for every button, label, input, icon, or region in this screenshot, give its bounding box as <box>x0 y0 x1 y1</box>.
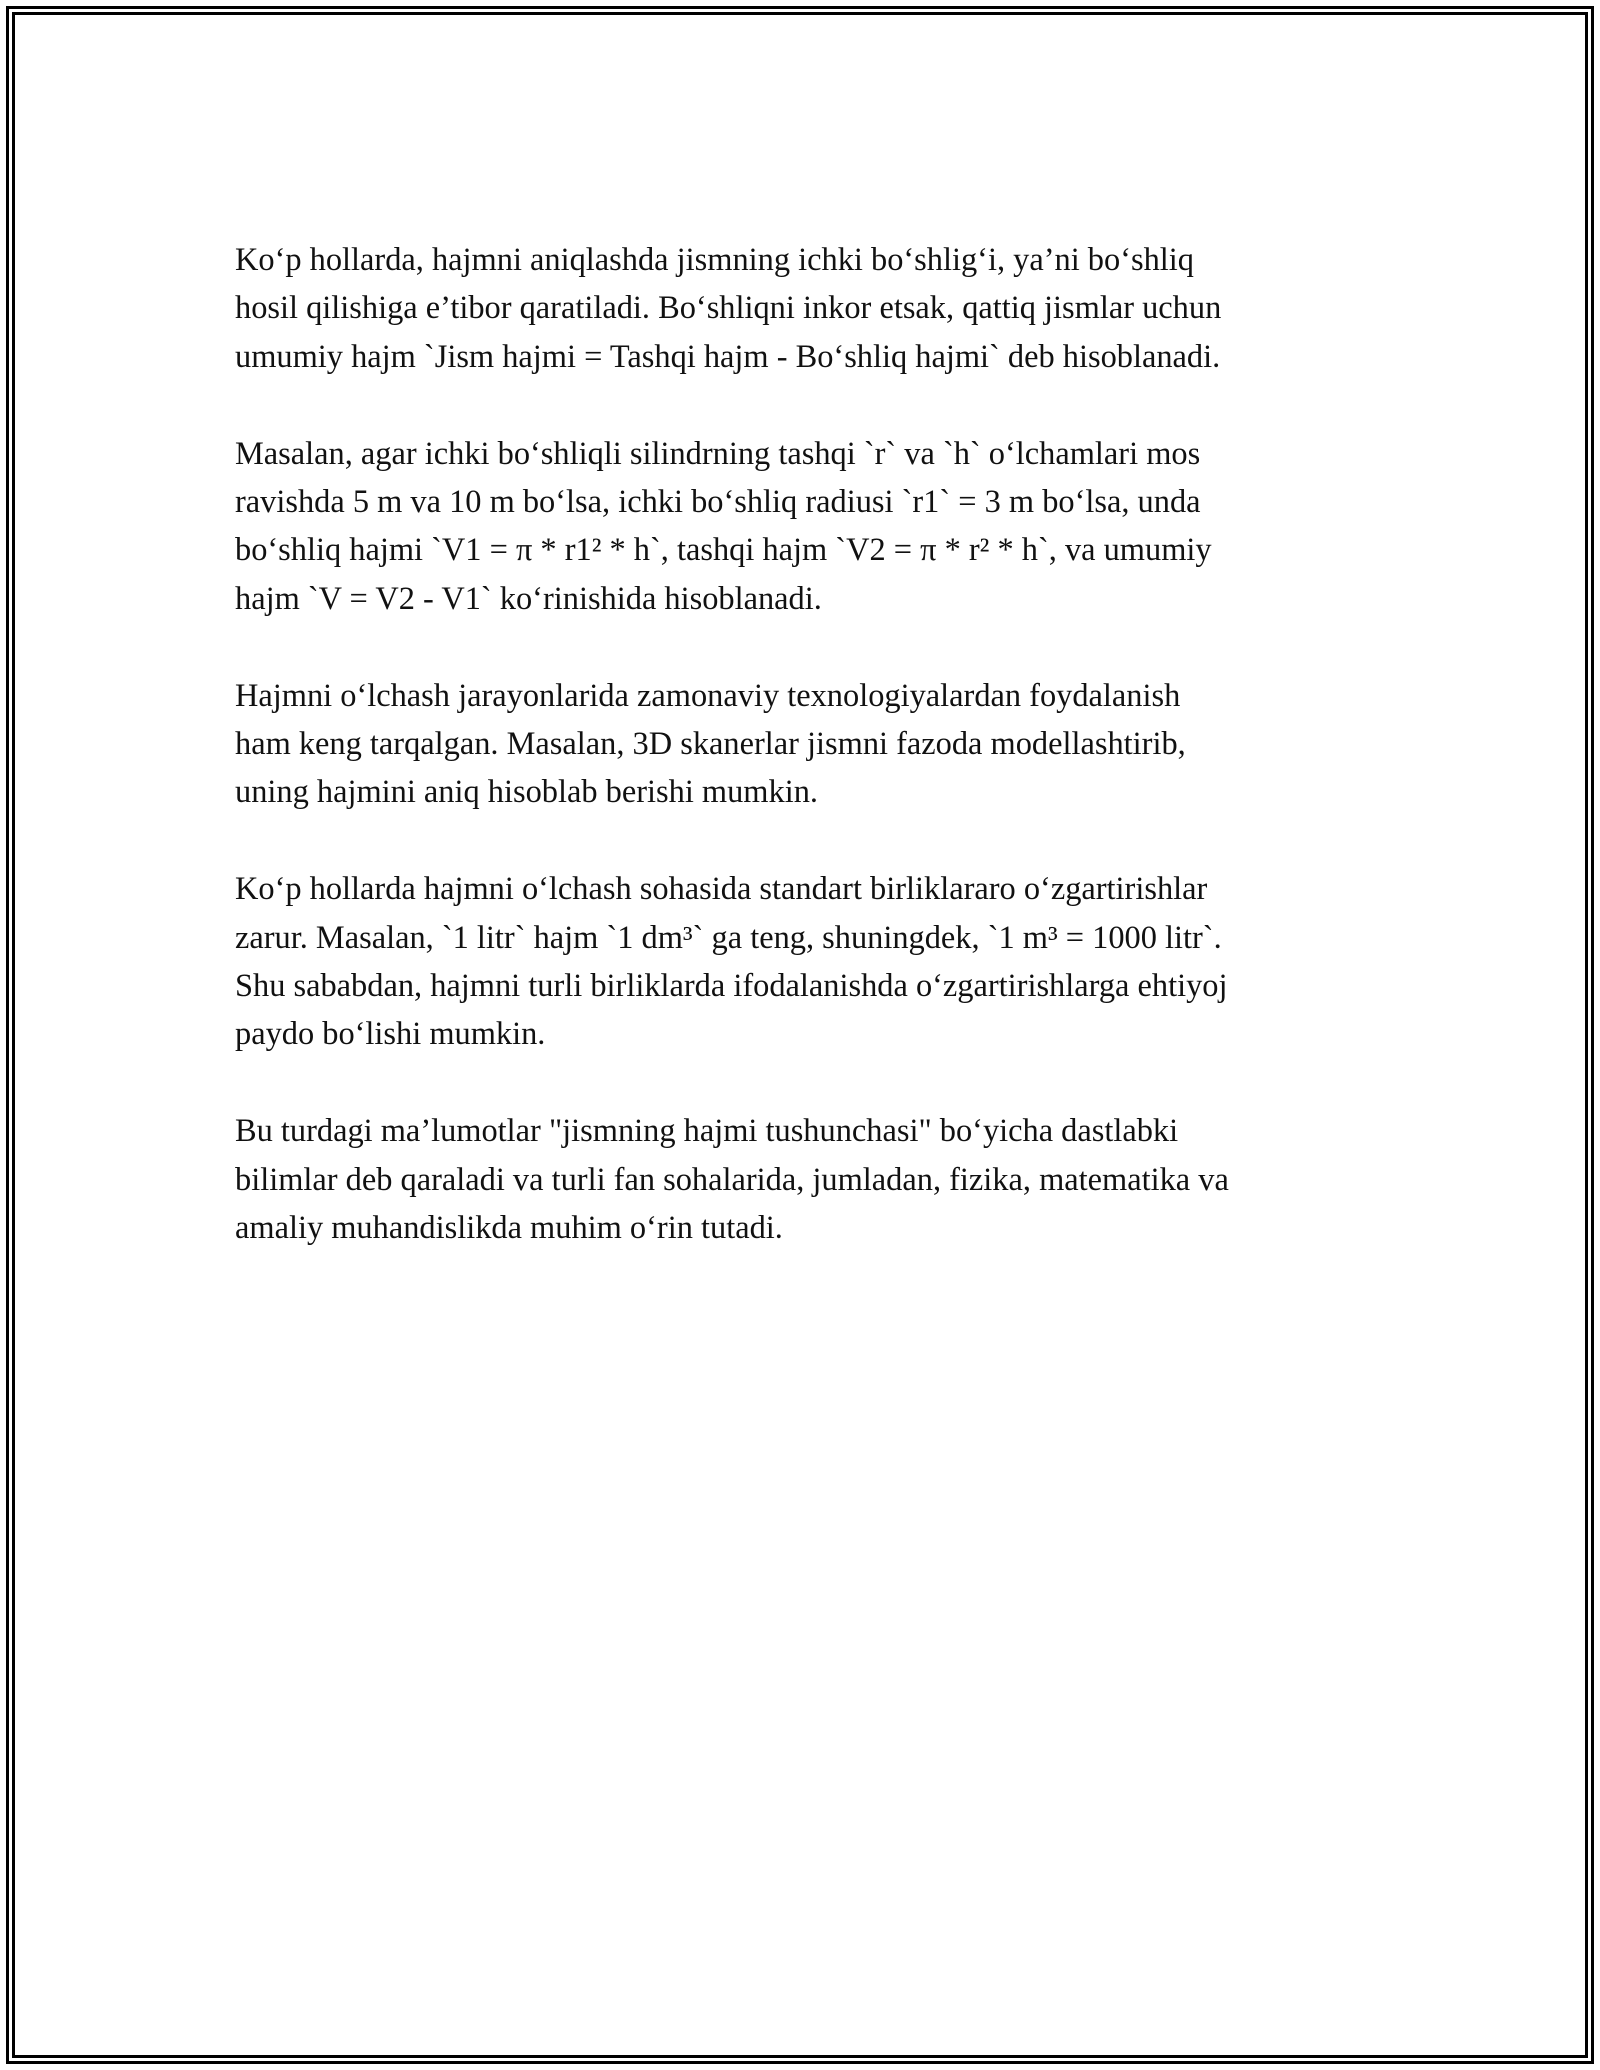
text-line: Koʻp hollarda hajmni oʻlchash sohasida standart birliklararo oʻzgartirishlar <box>235 871 1208 908</box>
paragraph <box>235 430 1385 624</box>
paragraph <box>235 236 1385 381</box>
text-line: Masalan, agar ichki boʻshliqli silindrning tashqi `r` va `h` oʻlchamlari mos <box>235 435 1201 472</box>
text-line: hosil qilishiga e’tibor qaratiladi. Boʻshliqni inkor etsak, qattiq jismlar uchun <box>235 290 1222 327</box>
paragraph <box>235 865 1385 1059</box>
text-line: paydo boʻlishi mumkin. <box>235 1016 546 1053</box>
text-line: amaliy muhandislikda muhim oʻrin tutadi. <box>235 1210 783 1247</box>
text-line: zarur. Masalan, `1 litr` hajm `1 dm³` ga teng, shuningdek, `1 m³ = 1000 litr`. <box>235 919 1222 956</box>
paragraph <box>235 1107 1385 1252</box>
text-line: ravishda 5 m va 10 m boʻlsa, ichki boʻshliq radiusi `r1` = 3 m boʻlsa, unda <box>235 484 1201 521</box>
text-line: uning hajmini aniq hisoblab berishi mumkin. <box>235 774 818 811</box>
text-line: umumiy hajm `Jism hajmi = Tashqi hajm - Boʻshliq hajmi` deb hisoblanadi. <box>235 338 1221 375</box>
paragraph <box>235 672 1385 817</box>
text-line: Bu turdagi ma’lumotlar "jismning hajmi tushunchasi" boʻyicha dastlabki <box>235 1113 1179 1150</box>
text-line: ham keng tarqalgan. Masalan, 3D skanerlar jismni fazoda modellashtirib, <box>235 726 1186 763</box>
text-line: bilimlar deb qaraladi va turli fan sohalarida, jumladan, fizika, matematika va <box>235 1161 1229 1198</box>
text-line: Hajmni oʻlchash jarayonlarida zamonaviy texnologiyalardan foydalanish <box>235 677 1181 714</box>
document-body <box>235 236 1385 1301</box>
text-line: boʻshliq hajmi `V1 = π * r1² * h`, tashqi hajm `V2 = π * r² * h`, va umumiy <box>235 532 1212 569</box>
text-line: Shu sababdan, hajmni turli birliklarda ifodalanishda oʻzgartirishlarga ehtiyoj <box>235 968 1228 1005</box>
text-line: hajm `V = V2 - V1` koʻrinishida hisoblanadi. <box>235 580 822 617</box>
text-line: Koʻp hollarda, hajmni aniqlashda jismning ichki boʻshligʻi, ya’ni boʻshliq <box>235 242 1194 278</box>
